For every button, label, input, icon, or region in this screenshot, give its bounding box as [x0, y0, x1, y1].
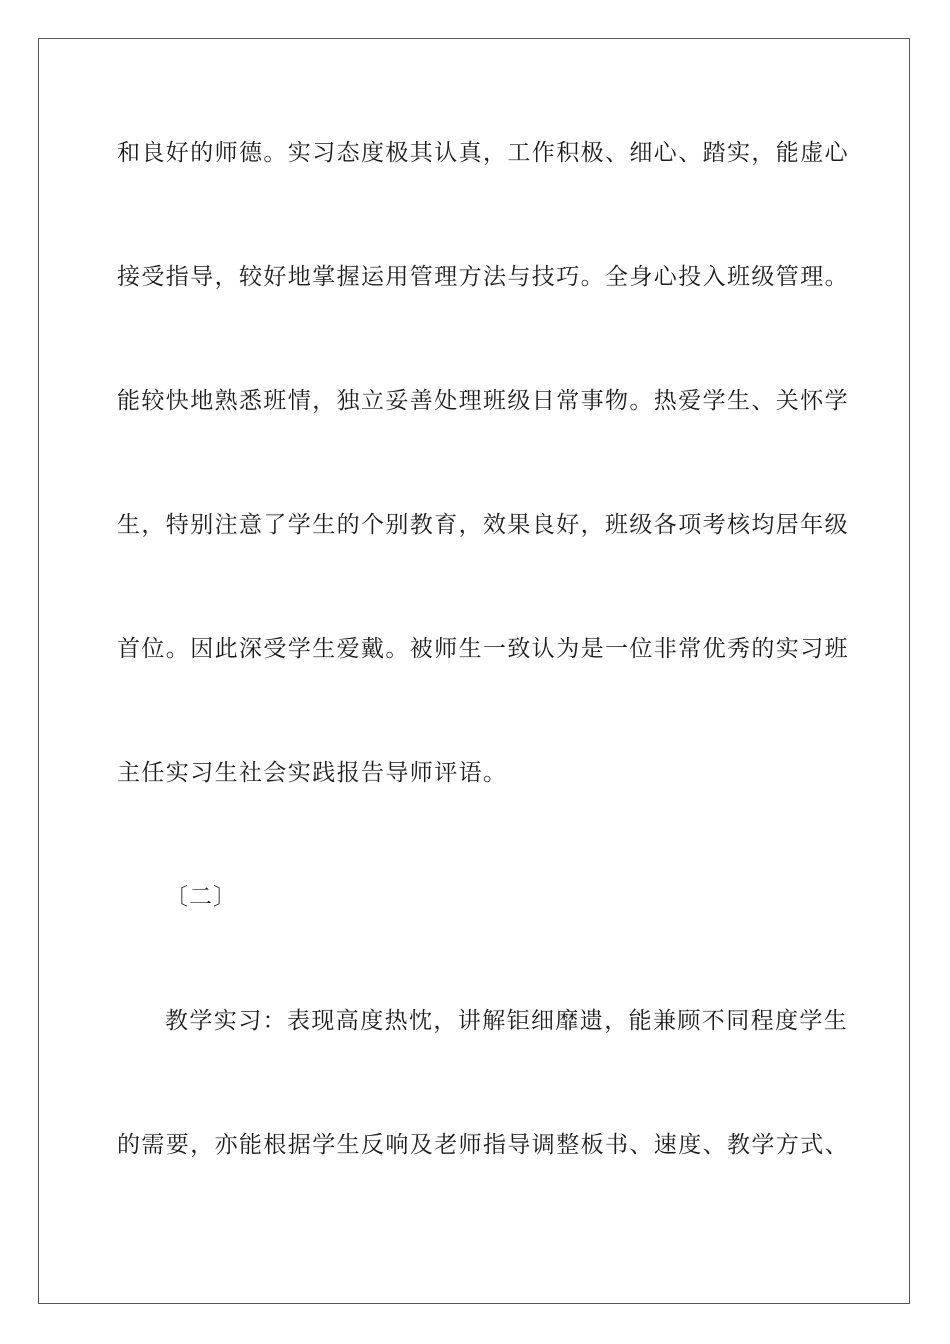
text-line-6: 主任实习生社会实践报告导师评语。 — [117, 760, 508, 786]
text-line-2: 接受指导，较好地掌握运用管理方法与技巧。全身心投入班级管理。 — [117, 264, 849, 290]
paragraph2-line-1: 教学实习：表现高度热忱，讲解钜细靡遗，能兼顾不同程度学生 — [165, 1008, 849, 1034]
text-line-5: 首位。因此深受学生爱戴。被师生一致认为是一位非常优秀的实习班 — [117, 636, 849, 662]
text-line-1: 和良好的师德。实习态度极其认真，工作积极、细心、踏实，能虚心 — [117, 140, 849, 166]
section-heading: 〔二〕 — [165, 884, 237, 910]
text-line-4: 生，特别注意了学生的个别教育，效果良好，班级各项考核均居年级 — [117, 512, 849, 538]
paragraph2-line-2: 的需要，亦能根据学生反响及老师指导调整板书、速度、教学方式、 — [117, 1132, 849, 1158]
page-border — [38, 38, 910, 1304]
text-line-3: 能较快地熟悉班情，独立妥善处理班级日常事物。热爱学生、关怀学 — [117, 388, 849, 414]
